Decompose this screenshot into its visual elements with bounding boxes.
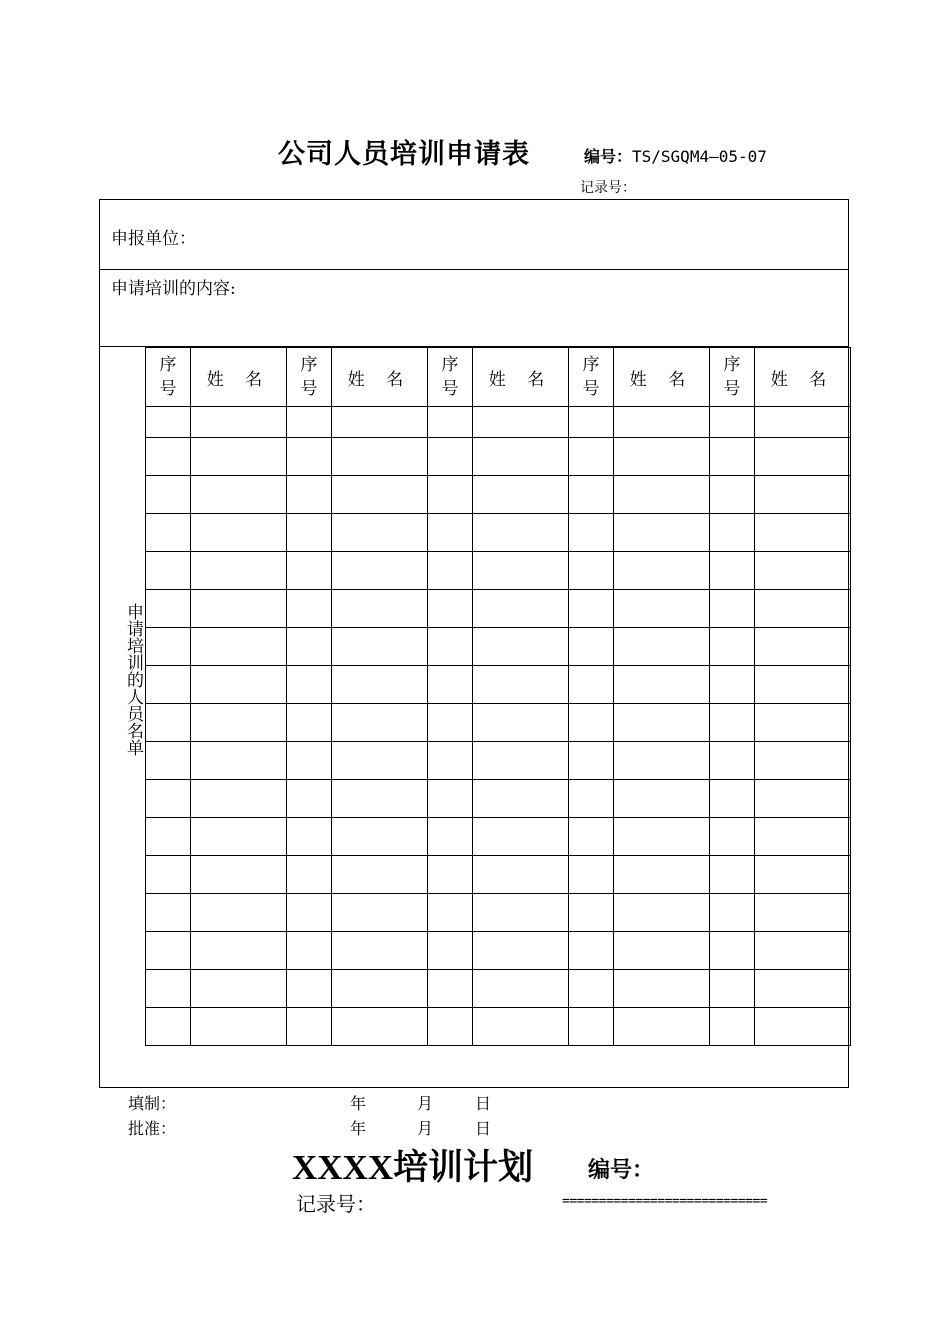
name-cell[interactable] bbox=[473, 552, 569, 590]
name-cell[interactable] bbox=[332, 628, 428, 666]
approve-day-label: 日 bbox=[475, 1119, 492, 1138]
trainee-roster-table bbox=[145, 347, 851, 1046]
trainee-list-label: 申请培训的人员名单 bbox=[123, 603, 143, 756]
seq-cell[interactable] bbox=[710, 742, 755, 780]
seq-cell[interactable] bbox=[287, 514, 332, 552]
seq-cell[interactable] bbox=[287, 970, 332, 1008]
seq-cell[interactable] bbox=[287, 704, 332, 742]
seq-cell[interactable] bbox=[287, 666, 332, 704]
name-cell[interactable] bbox=[332, 818, 428, 856]
seq-column-header: 序 号 bbox=[146, 348, 191, 407]
seq-cell[interactable] bbox=[569, 780, 614, 818]
seq-cell[interactable] bbox=[146, 970, 191, 1008]
name-cell[interactable] bbox=[755, 438, 851, 476]
seq-cell[interactable] bbox=[146, 438, 191, 476]
seq-cell[interactable] bbox=[146, 742, 191, 780]
seq-cell[interactable] bbox=[428, 704, 473, 742]
approve-month-label: 月 bbox=[417, 1119, 434, 1138]
name-cell[interactable] bbox=[191, 780, 287, 818]
record-number-label: 记录号： bbox=[580, 180, 636, 196]
seq-cell[interactable] bbox=[287, 552, 332, 590]
seq-cell[interactable] bbox=[428, 407, 473, 438]
table-row bbox=[146, 894, 851, 932]
name-cell[interactable] bbox=[191, 856, 287, 894]
name-cell[interactable] bbox=[191, 704, 287, 742]
table-row bbox=[146, 590, 851, 628]
name-cell[interactable] bbox=[191, 590, 287, 628]
seq-cell[interactable] bbox=[428, 552, 473, 590]
seq-cell[interactable] bbox=[710, 704, 755, 742]
name-cell[interactable] bbox=[473, 780, 569, 818]
seq-cell[interactable] bbox=[569, 552, 614, 590]
name-cell[interactable] bbox=[191, 970, 287, 1008]
seq-cell[interactable] bbox=[428, 856, 473, 894]
table-row bbox=[146, 666, 851, 704]
name-cell[interactable] bbox=[755, 704, 851, 742]
name-cell[interactable] bbox=[614, 970, 710, 1008]
name-cell[interactable] bbox=[473, 932, 569, 970]
name-cell[interactable] bbox=[614, 780, 710, 818]
seq-cell[interactable] bbox=[710, 818, 755, 856]
fill-year-label: 年 bbox=[350, 1094, 367, 1113]
seq-cell[interactable] bbox=[569, 970, 614, 1008]
seq-cell[interactable] bbox=[146, 704, 191, 742]
name-cell[interactable] bbox=[191, 552, 287, 590]
seq-cell[interactable] bbox=[569, 407, 614, 438]
roster-header-row bbox=[146, 348, 851, 407]
seq-cell[interactable] bbox=[287, 818, 332, 856]
seq-cell[interactable] bbox=[287, 476, 332, 514]
name-column-header: 姓 名 bbox=[755, 348, 851, 407]
fill-month-label: 月 bbox=[417, 1094, 434, 1113]
name-cell[interactable] bbox=[332, 742, 428, 780]
seq-cell[interactable] bbox=[287, 780, 332, 818]
name-column-header: 姓 名 bbox=[332, 348, 428, 407]
seq-cell[interactable] bbox=[569, 818, 614, 856]
seq-cell[interactable] bbox=[710, 628, 755, 666]
name-cell[interactable] bbox=[473, 407, 569, 438]
name-cell[interactable] bbox=[191, 438, 287, 476]
name-cell[interactable] bbox=[332, 1008, 428, 1046]
name-cell[interactable] bbox=[614, 476, 710, 514]
seq-cell[interactable] bbox=[710, 780, 755, 818]
seq-cell[interactable] bbox=[569, 894, 614, 932]
fill-day-label: 日 bbox=[475, 1094, 492, 1113]
name-cell[interactable] bbox=[473, 742, 569, 780]
seq-cell[interactable] bbox=[428, 628, 473, 666]
seq-cell[interactable] bbox=[569, 476, 614, 514]
seq-cell[interactable] bbox=[428, 818, 473, 856]
seq-cell[interactable] bbox=[146, 514, 191, 552]
name-cell[interactable] bbox=[191, 1008, 287, 1046]
reporting-unit-label: 申报单位： bbox=[111, 229, 196, 249]
seq-cell[interactable] bbox=[428, 742, 473, 780]
name-cell[interactable] bbox=[191, 628, 287, 666]
name-cell[interactable] bbox=[473, 970, 569, 1008]
name-cell[interactable] bbox=[755, 856, 851, 894]
name-cell[interactable] bbox=[332, 704, 428, 742]
name-cell[interactable] bbox=[191, 514, 287, 552]
seq-cell[interactable] bbox=[287, 407, 332, 438]
training-plan-record-label: 记录号： bbox=[296, 1192, 376, 1216]
name-cell[interactable] bbox=[191, 742, 287, 780]
name-cell[interactable] bbox=[332, 970, 428, 1008]
seq-column-header: 序 号 bbox=[287, 348, 332, 407]
seq-cell[interactable] bbox=[146, 780, 191, 818]
seq-cell[interactable] bbox=[710, 856, 755, 894]
name-cell[interactable] bbox=[755, 666, 851, 704]
training-plan-code-label: 编号： bbox=[588, 1157, 655, 1183]
table-row bbox=[146, 628, 851, 666]
name-cell[interactable] bbox=[614, 818, 710, 856]
seq-cell[interactable] bbox=[428, 666, 473, 704]
name-cell[interactable] bbox=[755, 590, 851, 628]
name-column-header: 姓 名 bbox=[614, 348, 710, 407]
table-row bbox=[146, 438, 851, 476]
seq-column-header: 序 号 bbox=[710, 348, 755, 407]
name-cell[interactable] bbox=[473, 628, 569, 666]
seq-cell[interactable] bbox=[569, 666, 614, 704]
seq-cell[interactable] bbox=[287, 932, 332, 970]
table-row bbox=[146, 818, 851, 856]
seq-column-header: 序 号 bbox=[569, 348, 614, 407]
seq-cell[interactable] bbox=[146, 932, 191, 970]
name-cell[interactable] bbox=[191, 932, 287, 970]
table-row bbox=[146, 704, 851, 742]
name-cell[interactable] bbox=[191, 476, 287, 514]
name-cell[interactable] bbox=[755, 407, 851, 438]
approve-label: 批准： bbox=[128, 1119, 177, 1138]
seq-cell[interactable] bbox=[710, 514, 755, 552]
seq-cell[interactable] bbox=[146, 590, 191, 628]
name-cell[interactable] bbox=[755, 552, 851, 590]
seq-cell[interactable] bbox=[710, 894, 755, 932]
name-cell[interactable] bbox=[614, 894, 710, 932]
name-cell[interactable] bbox=[332, 476, 428, 514]
name-cell[interactable] bbox=[332, 552, 428, 590]
name-cell[interactable] bbox=[755, 818, 851, 856]
name-cell[interactable] bbox=[473, 856, 569, 894]
seq-cell[interactable] bbox=[569, 704, 614, 742]
name-cell[interactable] bbox=[191, 407, 287, 438]
name-cell[interactable] bbox=[473, 476, 569, 514]
name-cell[interactable] bbox=[755, 476, 851, 514]
seq-cell[interactable] bbox=[428, 780, 473, 818]
seq-cell[interactable] bbox=[710, 1008, 755, 1046]
table-row bbox=[146, 742, 851, 780]
name-cell[interactable] bbox=[614, 628, 710, 666]
name-cell[interactable] bbox=[614, 666, 710, 704]
fill-row bbox=[128, 1091, 176, 1114]
name-cell[interactable] bbox=[332, 856, 428, 894]
document-code bbox=[584, 144, 767, 167]
name-cell[interactable] bbox=[755, 894, 851, 932]
name-cell[interactable] bbox=[332, 666, 428, 704]
name-cell[interactable] bbox=[473, 818, 569, 856]
name-cell[interactable] bbox=[614, 552, 710, 590]
seq-cell[interactable] bbox=[428, 438, 473, 476]
table-row bbox=[146, 407, 851, 438]
seq-cell[interactable] bbox=[710, 438, 755, 476]
name-cell[interactable] bbox=[191, 666, 287, 704]
name-cell[interactable] bbox=[332, 780, 428, 818]
name-cell[interactable] bbox=[332, 514, 428, 552]
seq-cell[interactable] bbox=[428, 514, 473, 552]
seq-cell[interactable] bbox=[710, 476, 755, 514]
table-row bbox=[146, 780, 851, 818]
name-cell[interactable] bbox=[614, 407, 710, 438]
seq-cell[interactable] bbox=[146, 552, 191, 590]
name-cell[interactable] bbox=[614, 742, 710, 780]
seq-cell[interactable] bbox=[569, 742, 614, 780]
seq-cell[interactable] bbox=[146, 818, 191, 856]
name-cell[interactable] bbox=[473, 704, 569, 742]
name-cell[interactable] bbox=[332, 932, 428, 970]
table-row bbox=[146, 1008, 851, 1046]
seq-cell[interactable] bbox=[428, 932, 473, 970]
seq-cell[interactable] bbox=[710, 932, 755, 970]
table-row bbox=[146, 970, 851, 1008]
seq-cell[interactable] bbox=[428, 590, 473, 628]
seq-cell[interactable] bbox=[569, 438, 614, 476]
name-cell[interactable] bbox=[755, 780, 851, 818]
training-plan-title bbox=[292, 1140, 533, 1190]
seq-cell[interactable] bbox=[428, 476, 473, 514]
table-row bbox=[146, 476, 851, 514]
name-cell[interactable] bbox=[614, 704, 710, 742]
name-cell[interactable] bbox=[614, 932, 710, 970]
seq-cell[interactable] bbox=[710, 590, 755, 628]
training-plan-title-suffix: 培训计划 bbox=[393, 1147, 534, 1188]
name-cell[interactable] bbox=[755, 970, 851, 1008]
seq-cell[interactable] bbox=[146, 894, 191, 932]
name-cell[interactable] bbox=[755, 1008, 851, 1046]
table-row bbox=[146, 552, 851, 590]
seq-cell[interactable] bbox=[146, 856, 191, 894]
table-row bbox=[146, 514, 851, 552]
name-cell[interactable] bbox=[755, 742, 851, 780]
seq-cell[interactable] bbox=[287, 438, 332, 476]
document-code-value: TS/SGQM4—05-07 bbox=[632, 147, 767, 166]
trainee-list-side-label bbox=[100, 347, 145, 1087]
table-row bbox=[146, 856, 851, 894]
name-cell[interactable] bbox=[191, 818, 287, 856]
training-content-label: 申请培训的内容: bbox=[111, 279, 236, 299]
name-cell[interactable] bbox=[332, 590, 428, 628]
name-cell[interactable] bbox=[755, 628, 851, 666]
seq-cell[interactable] bbox=[287, 628, 332, 666]
name-cell[interactable] bbox=[614, 438, 710, 476]
seq-cell[interactable] bbox=[428, 1008, 473, 1046]
name-cell[interactable] bbox=[755, 514, 851, 552]
seq-column-header: 序 号 bbox=[428, 348, 473, 407]
name-cell[interactable] bbox=[614, 590, 710, 628]
seq-cell[interactable] bbox=[710, 666, 755, 704]
name-cell[interactable] bbox=[473, 514, 569, 552]
name-cell[interactable] bbox=[614, 856, 710, 894]
seq-cell[interactable] bbox=[710, 552, 755, 590]
fill-label: 填制： bbox=[128, 1094, 177, 1113]
seq-cell[interactable] bbox=[146, 1008, 191, 1046]
seq-cell[interactable] bbox=[287, 590, 332, 628]
seq-cell[interactable] bbox=[428, 894, 473, 932]
name-cell[interactable] bbox=[473, 438, 569, 476]
name-column-header: 姓 名 bbox=[191, 348, 287, 407]
training-plan-title-prefix: XXXX bbox=[292, 1148, 394, 1187]
seq-cell[interactable] bbox=[569, 932, 614, 970]
document-code-label: 编号： bbox=[584, 147, 633, 166]
name-cell[interactable] bbox=[473, 590, 569, 628]
seq-cell[interactable] bbox=[287, 856, 332, 894]
seq-cell[interactable] bbox=[569, 1008, 614, 1046]
name-cell[interactable] bbox=[473, 666, 569, 704]
seq-cell[interactable] bbox=[428, 970, 473, 1008]
seq-cell[interactable] bbox=[287, 742, 332, 780]
name-cell[interactable] bbox=[332, 894, 428, 932]
form-divider bbox=[99, 269, 849, 270]
divider-line: ============================ bbox=[562, 1194, 768, 1209]
seq-cell[interactable] bbox=[146, 407, 191, 438]
seq-cell[interactable] bbox=[146, 476, 191, 514]
table-row bbox=[146, 932, 851, 970]
seq-cell[interactable] bbox=[710, 407, 755, 438]
seq-cell[interactable] bbox=[146, 666, 191, 704]
name-cell[interactable] bbox=[332, 407, 428, 438]
approve-year-label: 年 bbox=[350, 1119, 367, 1138]
seq-cell[interactable] bbox=[569, 590, 614, 628]
name-cell[interactable] bbox=[473, 1008, 569, 1046]
seq-cell[interactable] bbox=[146, 628, 191, 666]
seq-cell[interactable] bbox=[287, 1008, 332, 1046]
approve-row bbox=[128, 1116, 176, 1139]
seq-cell[interactable] bbox=[569, 856, 614, 894]
name-cell[interactable] bbox=[191, 894, 287, 932]
seq-cell[interactable] bbox=[287, 894, 332, 932]
name-cell[interactable] bbox=[614, 514, 710, 552]
name-cell[interactable] bbox=[473, 894, 569, 932]
name-cell[interactable] bbox=[332, 438, 428, 476]
seq-cell[interactable] bbox=[569, 628, 614, 666]
seq-cell[interactable] bbox=[710, 970, 755, 1008]
name-column-header: 姓 名 bbox=[473, 348, 569, 407]
name-cell[interactable] bbox=[755, 932, 851, 970]
page-title: 公司人员培训申请表 bbox=[278, 139, 530, 170]
name-cell[interactable] bbox=[614, 1008, 710, 1046]
seq-cell[interactable] bbox=[569, 514, 614, 552]
